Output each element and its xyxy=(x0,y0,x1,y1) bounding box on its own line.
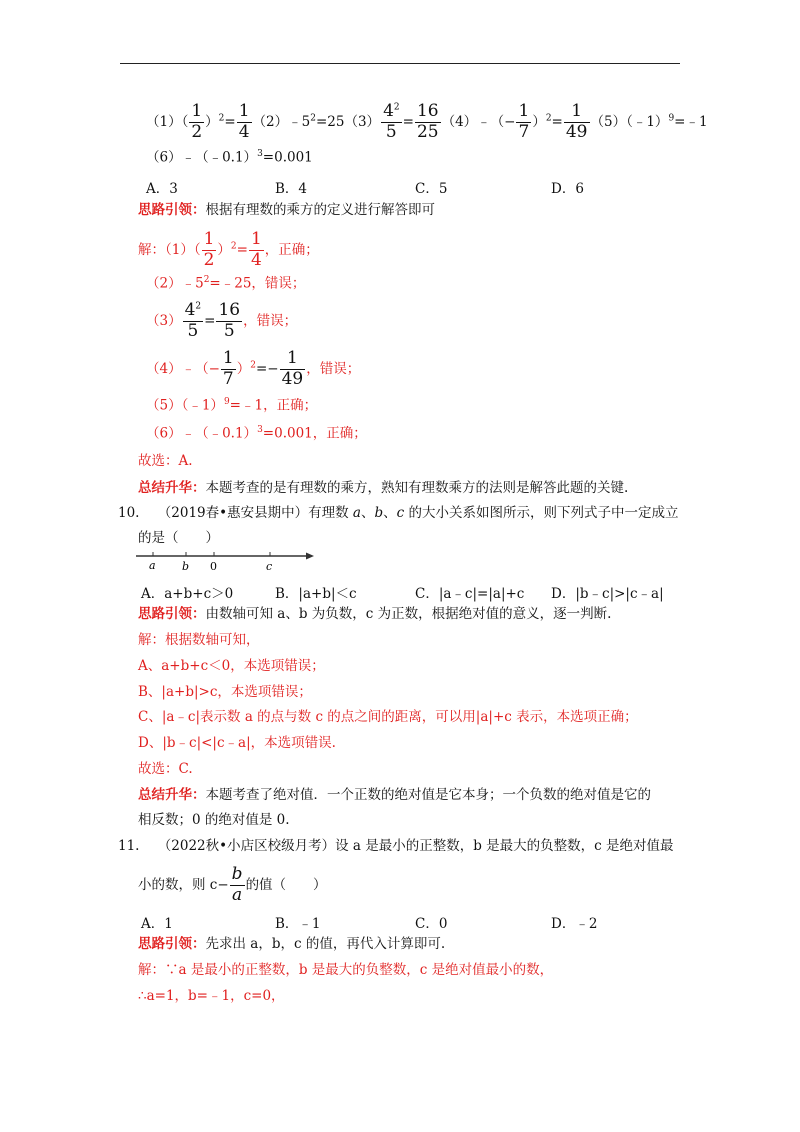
text: （4）﹣（− xyxy=(146,360,220,377)
text: （2019春•惠安县期中）有理数 xyxy=(157,505,353,521)
text: =− xyxy=(255,360,279,377)
hint-label: 思路引领： xyxy=(138,202,206,218)
text: =﹣1，正确； xyxy=(229,397,318,414)
variable: c xyxy=(396,505,405,521)
fraction xyxy=(249,231,264,270)
exponent: 3 xyxy=(257,149,263,159)
q9-statement-line1 xyxy=(146,103,708,142)
numerator: 1 xyxy=(191,101,203,121)
text: ，错误； xyxy=(243,312,298,329)
q11-option-c: C．0 xyxy=(415,916,448,932)
numerator: 16 xyxy=(218,300,241,320)
denominator: 5 xyxy=(385,121,397,142)
q9-solution-1 xyxy=(138,231,319,270)
q9-solution-2 xyxy=(146,276,305,291)
q9-option-d: D．6 xyxy=(551,181,584,197)
numerator xyxy=(381,103,402,123)
q9-solution-5 xyxy=(146,398,317,413)
header-rule xyxy=(120,63,680,64)
text: =﹣25，错误； xyxy=(209,275,306,292)
q10-solution-0: 解：根据数轴可知， xyxy=(138,632,260,648)
text: （4）﹣（− xyxy=(441,113,516,130)
denominator: 49 xyxy=(565,121,588,142)
q10-summary-line1 xyxy=(138,789,651,803)
label-zero: 0 xyxy=(210,560,217,573)
label-a: a xyxy=(149,559,156,572)
q11-solution-1: ∴a=1，b=﹣1，c=0， xyxy=(138,988,285,1004)
hint-text: 由数轴可知 a、b 为负数，c 为正数，根据绝对值的意义，逐一判断. xyxy=(205,606,612,622)
text: = xyxy=(402,113,414,130)
text: （1）（ xyxy=(146,113,189,130)
fraction xyxy=(280,350,306,389)
label-c: c xyxy=(266,560,273,573)
hint-text: 根据有理数的乘方的定义进行解答即可 xyxy=(205,202,435,218)
text: ） xyxy=(236,360,251,377)
q9-solution-4 xyxy=(146,350,360,389)
denominator: 4 xyxy=(250,249,262,270)
q9-option-b: B．4 xyxy=(275,181,308,197)
q10-option-c: C．|a﹣c|=|a|+c xyxy=(415,586,525,602)
q9-option-a: A．3 xyxy=(146,181,178,197)
fraction xyxy=(216,302,242,341)
summary-text: 本题考查了绝对值．一个正数的绝对值是它本身；一个负数的绝对值是它的 xyxy=(205,787,651,803)
q9-hint xyxy=(138,204,435,218)
numerator: 1 xyxy=(203,229,215,249)
text: =﹣1 xyxy=(674,113,708,130)
text: 小的数，则 c− xyxy=(138,876,229,893)
fraction xyxy=(230,866,245,905)
fraction xyxy=(189,103,204,142)
label-b: b xyxy=(182,560,190,573)
q11-stem-line1 xyxy=(118,840,674,854)
text: 、 xyxy=(383,505,397,521)
exponent: 2 xyxy=(310,113,316,124)
axis-arrow xyxy=(306,553,314,560)
fraction xyxy=(381,103,402,142)
fraction xyxy=(415,103,441,142)
q10-option-b: B．|a+b|＜c xyxy=(275,586,357,602)
exponent: 9 xyxy=(668,113,675,124)
text: =0.001 xyxy=(262,149,313,166)
text: （5）（﹣1） xyxy=(590,113,669,130)
q10-solution-2: B、|a+b|>c，本选项错误； xyxy=(138,684,312,700)
hint-label: 思路引领： xyxy=(138,606,206,622)
numerator: 1 xyxy=(238,101,250,121)
q10-hint xyxy=(138,608,611,622)
summary-label: 总结升华： xyxy=(138,480,206,496)
text: （2）﹣5 xyxy=(146,275,204,292)
exponent: 9 xyxy=(223,397,230,407)
text: （5）（﹣1） xyxy=(146,397,224,414)
denominator: 7 xyxy=(222,368,234,389)
summary-text: 本题考查的是有理数的乘方，熟知有理数乘方的法则是解答此题的关键. xyxy=(205,480,629,496)
denominator: 2 xyxy=(203,249,215,270)
exponent: 2 xyxy=(230,241,237,252)
exponent: 2 xyxy=(195,301,202,312)
numerator-base: 4 xyxy=(184,300,196,320)
fraction xyxy=(564,103,590,142)
q10-answer: 故选：C. xyxy=(138,761,193,777)
text: = xyxy=(224,113,236,130)
denominator: 4 xyxy=(238,121,250,142)
q10-solution-3: C、|a﹣c|表示数 a 的点与数 c 的点之间的距离，可以用|a|+c 表示，本选项正确； xyxy=(138,709,638,725)
q9-solution-6 xyxy=(146,426,367,441)
variable: a xyxy=(352,505,361,521)
denominator: 2 xyxy=(191,121,203,142)
q11-option-b: B．﹣1 xyxy=(275,916,321,932)
text: ） xyxy=(217,241,231,258)
exponent: 2 xyxy=(250,360,256,371)
variable: b xyxy=(374,505,384,521)
q11-hint xyxy=(138,938,445,952)
q9-solution-3 xyxy=(146,302,297,341)
fraction xyxy=(516,103,531,142)
summary-label: 总结升华： xyxy=(138,787,206,803)
text: ） xyxy=(532,113,546,130)
text: = xyxy=(236,241,248,258)
denominator: a xyxy=(232,884,243,905)
q11-stem-line2 xyxy=(138,866,327,905)
text: =25（3） xyxy=(315,113,381,130)
text: = xyxy=(551,113,563,130)
q10-summary-line2: 相反数；0 的绝对值是 0. xyxy=(138,812,290,828)
exponent: 2 xyxy=(393,102,400,113)
question-number: 10. xyxy=(118,505,140,521)
q9-answer: 故选：A. xyxy=(138,453,193,469)
exponent: 2 xyxy=(203,275,210,285)
fraction xyxy=(237,103,252,142)
numerator: b xyxy=(231,864,243,884)
text: ，错误； xyxy=(306,360,361,377)
q11-option-a: A．1 xyxy=(141,916,173,932)
text: =0.001，正确； xyxy=(262,425,367,442)
hint-label: 思路引领： xyxy=(138,936,206,952)
q10-stem-line1 xyxy=(118,507,678,521)
text: 的值（ ） xyxy=(245,876,327,893)
q11-solution-0: 解：∵a 是最小的正整数，b 是最大的负整数，c 是绝对值最小的数， xyxy=(138,962,554,978)
q10-solution-1: A、a+b+c＜0，本选项错误； xyxy=(138,658,325,674)
numerator-base: 4 xyxy=(383,101,394,121)
q10-option-d: D．|b﹣c|>|c﹣a| xyxy=(551,586,664,602)
numerator: 1 xyxy=(250,229,262,249)
text: 解：（1）（ xyxy=(138,241,201,258)
numerator xyxy=(183,302,204,322)
numerator: 1 xyxy=(518,101,530,121)
text: （2）﹣5 xyxy=(252,113,311,130)
hint-text: 先求出 a，b，c 的值，再代入计算即可. xyxy=(205,936,446,952)
fraction xyxy=(221,350,236,389)
denominator: 5 xyxy=(187,320,199,341)
text: （2022秋•小店区校级月考）设 a 是最小的正整数，b 是最大的负整数，c 是绝对值最 xyxy=(157,838,674,854)
text: = xyxy=(204,312,216,329)
numerator: 1 xyxy=(564,103,590,123)
numerator: 1 xyxy=(280,350,306,370)
text: ） xyxy=(205,113,219,130)
text: ，正确； xyxy=(264,241,319,258)
q10-solution-4: D、|b﹣c|<|c﹣a|，本选项错误. xyxy=(138,735,336,751)
text: 、 xyxy=(360,505,375,521)
fraction xyxy=(202,231,217,270)
text: 的大小关系如图所示，则下列式子中一定成立 xyxy=(404,505,679,521)
denominator: 5 xyxy=(223,320,235,341)
text: （6）﹣（﹣0.1） xyxy=(146,149,258,166)
number-line-figure xyxy=(136,551,316,577)
q11-option-d: D．﹣2 xyxy=(551,916,598,932)
exponent: 3 xyxy=(257,425,263,435)
question-number: 11. xyxy=(118,838,140,854)
exponent: 2 xyxy=(218,113,225,124)
text: （3） xyxy=(146,312,182,329)
numerator: 1 xyxy=(222,348,234,368)
denominator: 49 xyxy=(281,368,304,389)
q10-option-a: A．a+b+c＞0 xyxy=(141,586,234,602)
exponent: 2 xyxy=(545,113,552,124)
numerator: 16 xyxy=(416,101,439,121)
q9-summary xyxy=(138,482,628,496)
q10-stem-line2: 的是（ ） xyxy=(138,530,219,546)
q9-option-c: C．5 xyxy=(415,181,448,197)
denominator: 25 xyxy=(416,121,439,142)
text: （6）﹣（﹣0.1） xyxy=(146,425,258,442)
q9-statement-line2 xyxy=(146,150,313,165)
denominator: 7 xyxy=(518,121,530,142)
fraction xyxy=(183,302,204,341)
